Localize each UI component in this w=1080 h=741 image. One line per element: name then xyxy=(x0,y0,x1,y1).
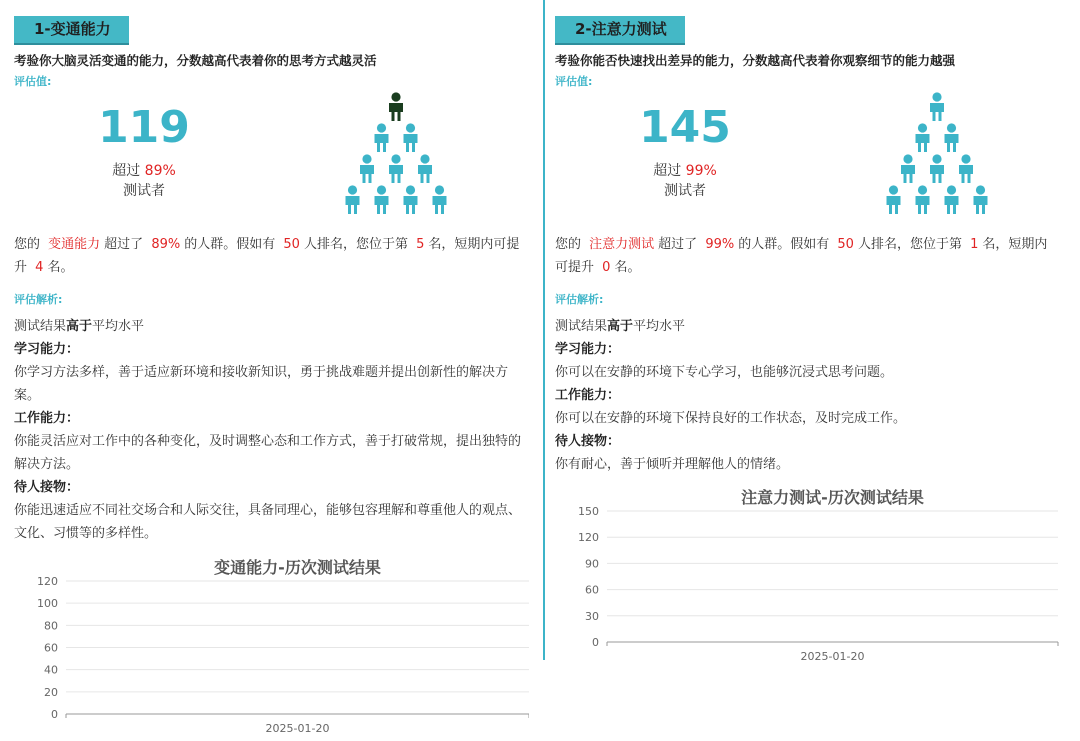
learn-title: 学习能力： xyxy=(14,342,80,357)
person-icon xyxy=(404,123,418,152)
score-value: 119 xyxy=(98,102,190,153)
person-icon xyxy=(418,154,432,183)
history-chart xyxy=(14,555,529,737)
person-icon xyxy=(974,185,988,214)
para-text: 您的 xyxy=(555,237,582,252)
history-chart-svg xyxy=(555,485,1060,665)
y-tick-label: 0 xyxy=(51,708,58,721)
y-tick-label: 60 xyxy=(44,641,58,655)
panel-flexibility xyxy=(14,0,529,741)
para-text: 超过了 xyxy=(104,237,144,252)
para-text: 名，短期内可提升 xyxy=(555,237,1048,275)
score-hero xyxy=(555,89,1060,227)
learn-text: 你可以在安静的环境下专心学习，也能够沉浸式思考问题。 xyxy=(555,365,894,380)
score-value: 145 xyxy=(639,102,731,153)
person-icon xyxy=(930,92,944,121)
person-icon xyxy=(375,185,389,214)
y-tick-label: 40 xyxy=(44,663,58,677)
people-pyramid xyxy=(334,89,454,227)
para-rank: 1 xyxy=(970,237,979,252)
people-title: 待人接物： xyxy=(14,480,80,495)
result-line xyxy=(555,315,1060,338)
chart-title: 变通能力-历次测试结果 xyxy=(214,558,381,577)
y-tick-label: 20 xyxy=(44,685,58,699)
exceed-prefix: 超过 xyxy=(653,163,682,179)
result-bold: 高于 xyxy=(607,319,634,334)
para-text: 的人群。假如有 xyxy=(184,237,276,252)
para-text: 超过了 xyxy=(658,237,698,252)
person-icon xyxy=(375,123,389,152)
para-rank: 5 xyxy=(416,237,425,252)
result-prefix: 测试结果 xyxy=(14,319,67,334)
ability-name: 变通能力 xyxy=(48,237,101,252)
eval-label: 评估值: xyxy=(14,75,52,88)
exceed-suffix: 测试者 xyxy=(123,183,165,199)
people-text: 你能迅速适应不同社交场合和人际交往，具备同理心，能够包容理解和尊重他人的观点、文化、习惯等的多样性。 xyxy=(14,503,522,541)
para-text: 的人群。假如有 xyxy=(738,237,830,252)
panel-attention xyxy=(543,0,1060,663)
para-percent: 99% xyxy=(705,237,735,252)
person-icon xyxy=(887,185,901,214)
exceed-percent: 89% xyxy=(144,163,176,179)
para-total: 50 xyxy=(283,237,300,252)
learn-title: 学习能力： xyxy=(555,342,621,357)
person-icon xyxy=(916,185,930,214)
y-tick-label: 100 xyxy=(37,597,58,611)
exceed-prefix: 超过 xyxy=(112,163,141,179)
person-icon xyxy=(389,92,403,121)
para-improve: 4 xyxy=(35,260,44,275)
person-icon xyxy=(930,154,944,183)
x-tick-label: 2025-01-20 xyxy=(265,722,330,735)
para-text: 名。 xyxy=(47,260,74,275)
eval-label: 评估值: xyxy=(555,75,593,88)
person-icon xyxy=(945,185,959,214)
section-tag: 2-注意力测试 xyxy=(555,16,685,45)
history-chart xyxy=(555,485,1060,665)
ability-name: 注意力测试 xyxy=(589,237,655,252)
y-tick-label: 120 xyxy=(37,575,58,588)
y-tick-label: 90 xyxy=(585,557,599,571)
person-icon xyxy=(346,185,360,214)
x-tick-label: 2025-01-20 xyxy=(800,650,865,663)
para-text: 名，短期内可提升 xyxy=(14,237,520,275)
y-tick-label: 120 xyxy=(578,531,599,545)
section-description: 考验你大脑灵活变通的能力，分数越高代表着你的思考方式越灵活 xyxy=(14,53,377,68)
result-suffix: 平均水平 xyxy=(92,319,145,334)
y-tick-label: 60 xyxy=(585,583,599,597)
para-text: 人排名，您位于第 xyxy=(857,237,962,252)
work-title: 工作能力： xyxy=(14,411,80,426)
person-icon xyxy=(916,123,930,152)
rank-paragraph xyxy=(14,233,529,279)
y-tick-label: 30 xyxy=(585,609,599,623)
para-total: 50 xyxy=(837,237,854,252)
result-bold: 高于 xyxy=(66,319,93,334)
person-icon xyxy=(901,154,915,183)
para-improve: 0 xyxy=(602,260,611,275)
people-pyramid xyxy=(875,89,995,227)
result-suffix: 平均水平 xyxy=(633,319,686,334)
work-text: 你可以在安静的环境下保持良好的工作状态，及时完成工作。 xyxy=(555,411,907,426)
y-tick-label: 80 xyxy=(44,619,58,633)
para-percent: 89% xyxy=(151,237,181,252)
person-icon xyxy=(945,123,959,152)
person-icon xyxy=(404,185,418,214)
analysis-label: 评估解析: xyxy=(14,293,63,306)
section-tag: 1-变通能力 xyxy=(14,16,129,45)
person-icon xyxy=(959,154,973,183)
person-icon xyxy=(389,154,403,183)
history-chart-svg xyxy=(14,555,529,737)
person-icon xyxy=(360,154,374,183)
exceed-percent: 99% xyxy=(685,163,717,179)
learn-text: 你学习方法多样，善于适应新环境和接收新知识，勇于挑战难题并提出创新性的解决方案。 xyxy=(14,365,509,403)
chart-title: 注意力测试-历次测试结果 xyxy=(741,488,924,507)
people-text: 你有耐心，善于倾听并理解他人的情绪。 xyxy=(555,457,790,472)
para-text: 人排名，您位于第 xyxy=(303,237,408,252)
para-text: 名。 xyxy=(614,260,641,275)
people-title: 待人接物： xyxy=(555,434,621,449)
rank-paragraph xyxy=(555,233,1060,279)
result-prefix: 测试结果 xyxy=(555,319,608,334)
score-hero xyxy=(14,89,529,227)
para-text: 您的 xyxy=(14,237,41,252)
work-title: 工作能力： xyxy=(555,388,621,403)
section-description: 考验你能否快速找出差异的能力，分数越高代表着你观察细节的能力越强 xyxy=(555,53,956,68)
y-tick-label: 150 xyxy=(578,505,599,518)
result-line xyxy=(14,315,529,338)
analysis-label: 评估解析: xyxy=(555,293,604,306)
y-tick-label: 0 xyxy=(592,636,599,649)
exceed-text xyxy=(615,161,755,201)
exceed-suffix: 测试者 xyxy=(664,183,706,199)
person-icon xyxy=(433,185,447,214)
work-text: 你能灵活应对工作中的各种变化，及时调整心态和工作方式，善于打破常规，提出独特的解决方法。 xyxy=(14,434,522,472)
exceed-text xyxy=(74,161,214,201)
